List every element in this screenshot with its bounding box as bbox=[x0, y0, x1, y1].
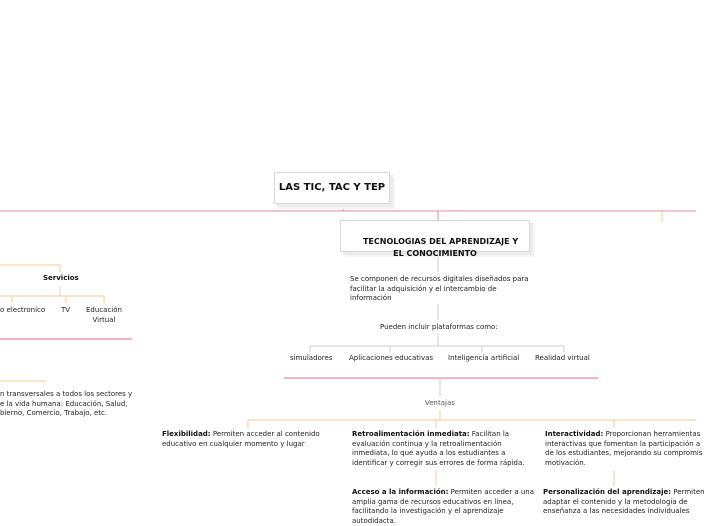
advantage-flexibilidad[interactable] bbox=[162, 430, 320, 449]
advantage-text: Permiten acceder al contenido educativo en cualquier momento y lugar bbox=[162, 430, 320, 448]
ventajas-node[interactable]: Ventajas bbox=[425, 399, 455, 407]
tac-description: Se componen de recursos digitales diseñados para facilitar la adquisición y el intercambio de información bbox=[350, 275, 529, 302]
advantage-interactividad[interactable] bbox=[545, 430, 703, 468]
left-transversal-text: n transversales a todos los sectores y e la vida humana: Educación, Salud, bierno, Comercio, Trabajo, etc. bbox=[0, 390, 133, 417]
platforms-intro: Pueden incluir plataformas como: bbox=[380, 323, 498, 331]
advantage-term: Retroalimentación inmediata: bbox=[352, 430, 470, 438]
advantage-term: Acceso a la información: bbox=[352, 488, 449, 496]
tac-title: TECNOLOGIAS DEL APRENDIZAJE Y EL CONOCIMIENTO bbox=[362, 237, 519, 258]
left-item-educacion-virtual[interactable]: Educación Virtual bbox=[86, 306, 122, 324]
left-item-electronico[interactable]: o electronico bbox=[0, 306, 46, 314]
advantage-text: Permiten acceder a una amplia gama de recursos educativos en línea, facilitando la investigación y el aprendizaje autodidacta. bbox=[352, 488, 535, 525]
advantage-text: Facilitan la evaluación continua y la retroalimentación inmediata, lo que ayuda a los estudiantes a identificar y corregir sus errores de forma rápida. bbox=[352, 430, 525, 467]
advantage-text: Proporcionan herramientas interactivas que fomentan la participación a de los estudiantes, mejorando su compromis motivación. bbox=[545, 430, 703, 467]
advantage-retroalimentacion[interactable] bbox=[352, 430, 525, 468]
advantage-acceso-informacion[interactable] bbox=[352, 488, 534, 526]
advantage-text: Permiten adaptar el contenido y la metodología de enseñanza a las necesidades individuales bbox=[543, 488, 705, 515]
root-node[interactable] bbox=[274, 172, 390, 204]
platform-simuladores[interactable]: simuladores bbox=[290, 354, 333, 362]
platform-inteligencia-artificial[interactable]: Inteligencia artificial bbox=[448, 354, 520, 362]
servicios-node[interactable]: Servicios bbox=[43, 274, 79, 282]
advantage-term: Interactividad: bbox=[545, 430, 604, 438]
left-item-tv[interactable]: TV bbox=[61, 306, 71, 314]
platform-aplicaciones-educativas[interactable]: Aplicaciones educativas bbox=[349, 354, 434, 362]
advantage-term: Flexibilidad: bbox=[162, 430, 211, 438]
platform-realidad-virtual[interactable]: Realidad virtual bbox=[535, 354, 590, 362]
advantage-personalizacion[interactable] bbox=[543, 488, 705, 517]
advantage-term: Personalización del aprendizaje: bbox=[543, 488, 672, 496]
tac-node[interactable] bbox=[340, 220, 530, 258]
root-title: LAS TIC, TAC Y TEP bbox=[278, 182, 386, 193]
